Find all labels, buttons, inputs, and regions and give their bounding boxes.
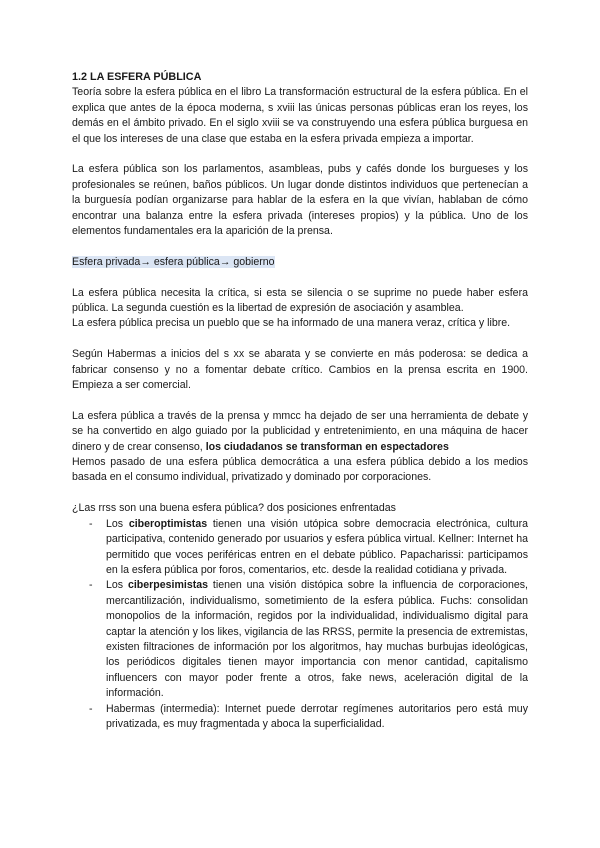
paragraph-critica: La esfera pública necesita la crítica, si esta se silencia o se suprime no puede haber esfera pública. La segunda cuestión es la libertad de expresión de asociación y asamblea. xyxy=(72,286,528,315)
list-item-prefix: Los xyxy=(106,517,129,530)
paragraph-habermas: Según Habermas a inicios del s xx se abarata y se convierte en más poderosa: se dedica a fabricar consenso y no a fomentar debate crítico. Cambios en la prensa escrita en 1900. Empieza a ser comercial. xyxy=(72,348,528,392)
list-item-term: ciberoptimistas xyxy=(128,517,208,530)
paragraph-prensa-bold: los ciudadanos se transforman en espectadores xyxy=(205,440,449,453)
spacer xyxy=(72,393,528,408)
highlighted-flow: Esfera privada→ esfera pública→ gobierno xyxy=(72,255,275,268)
paragraph-pueblo: La esfera pública precisa un pueblo que se ha informado de una manera veraz, crítica y libre. xyxy=(72,317,511,330)
paragraph-prensa-text: La esfera pública a través de la prensa y mmcc ha dejado de ser una herramienta de debate y se ha convertido en algo guiado por la publicidad y entretenimiento, en una máquina de hacer dinero y de crear consenso, xyxy=(72,409,528,453)
positions-list xyxy=(72,517,528,733)
list-item xyxy=(72,578,528,701)
list-item-prefix: Los xyxy=(106,579,128,592)
spacer xyxy=(72,486,528,501)
bullet-dash: - xyxy=(89,517,93,530)
question-line: ¿Las rrss son una buena esfera pública? dos posiciones enfrentadas xyxy=(72,502,396,515)
paragraph-lugares: La esfera pública son los parlamentos, asambleas, pubs y cafés donde los burgueses y los profesionales se reúnen, baños públicos. Un lugar donde distintos individuos que pertenecían a la burguesía podían organizarse para hablar de la esfera en la que vivían, hablaban de cómo encontrar una balanza entre la esfera privada (intereses propios) y la pública. Uno de los elementos fundamentales era la aparición de la prensa. xyxy=(72,163,528,238)
list-item xyxy=(72,702,528,733)
list-item xyxy=(72,517,528,579)
list-item-term: ciberpesimistas xyxy=(127,579,209,592)
list-item-text: tienen una visión distópica sobre la influencia de corporaciones, mercantilización, individualismo, sometimiento de la esfera pública. Fuchs: consolidan monopolios de la información, regidos por la individualidad, individualismo digital para captar la atención y los likes, vigilancia de las RRSS, permite la presencia de extremistas, existen filtraciones de información por los algoritmos, hay muchas burbujas ideológicas, los periódicos digitales tienen mayor importancia con menor cantidad, capitalismo influencers con mayor poder frente a otros, fake news, aceleración digital de la información. xyxy=(106,579,528,700)
bullet-dash: - xyxy=(89,579,93,592)
bullet-dash: - xyxy=(89,702,93,715)
document-page xyxy=(72,70,528,732)
spacer xyxy=(72,239,528,254)
paragraph-prensa xyxy=(72,409,528,455)
list-item-text: tienen una visión utópica sobre democracia electrónica, cultura participativa, contenido generado por usuarios y esfera pública virtual. Kellner: Internet ha permitido que voces periféricas entren en el debate público. Papacharissi: participamos en la esfera pública por foros, comentarios, etc. desde la realidad cotidiana y privada. xyxy=(106,517,528,576)
spacer xyxy=(72,270,528,285)
list-item-text: Habermas (intermedia): Internet puede derrotar regímenes autoritarios pero está muy privatizada, es muy fragmentada y aboca la superficialidad. xyxy=(106,702,528,730)
spacer xyxy=(72,147,528,162)
paragraph-consumo: Hemos pasado de una esfera pública democrática a una esfera pública debido a los medios basada en el consumo individual, privatizado y dominado por corporaciones. xyxy=(72,456,528,484)
spacer xyxy=(72,332,528,347)
section-heading: 1.2 LA ESFERA PÚBLICA xyxy=(72,71,202,83)
flow-line xyxy=(72,255,528,270)
paragraph-origen: Teoría sobre la esfera pública en el libro La transformación estructural de la esfera pública. En el explica que antes de la época moderna, s xviii las únicas personas públicas eran los reyes, los demás en el ámbito privado. En el siglo xviii se va construyendo una esfera pública burguesa en el que los intereses de una clase que estaba en la esfera privada empieza a importar. xyxy=(72,86,528,145)
